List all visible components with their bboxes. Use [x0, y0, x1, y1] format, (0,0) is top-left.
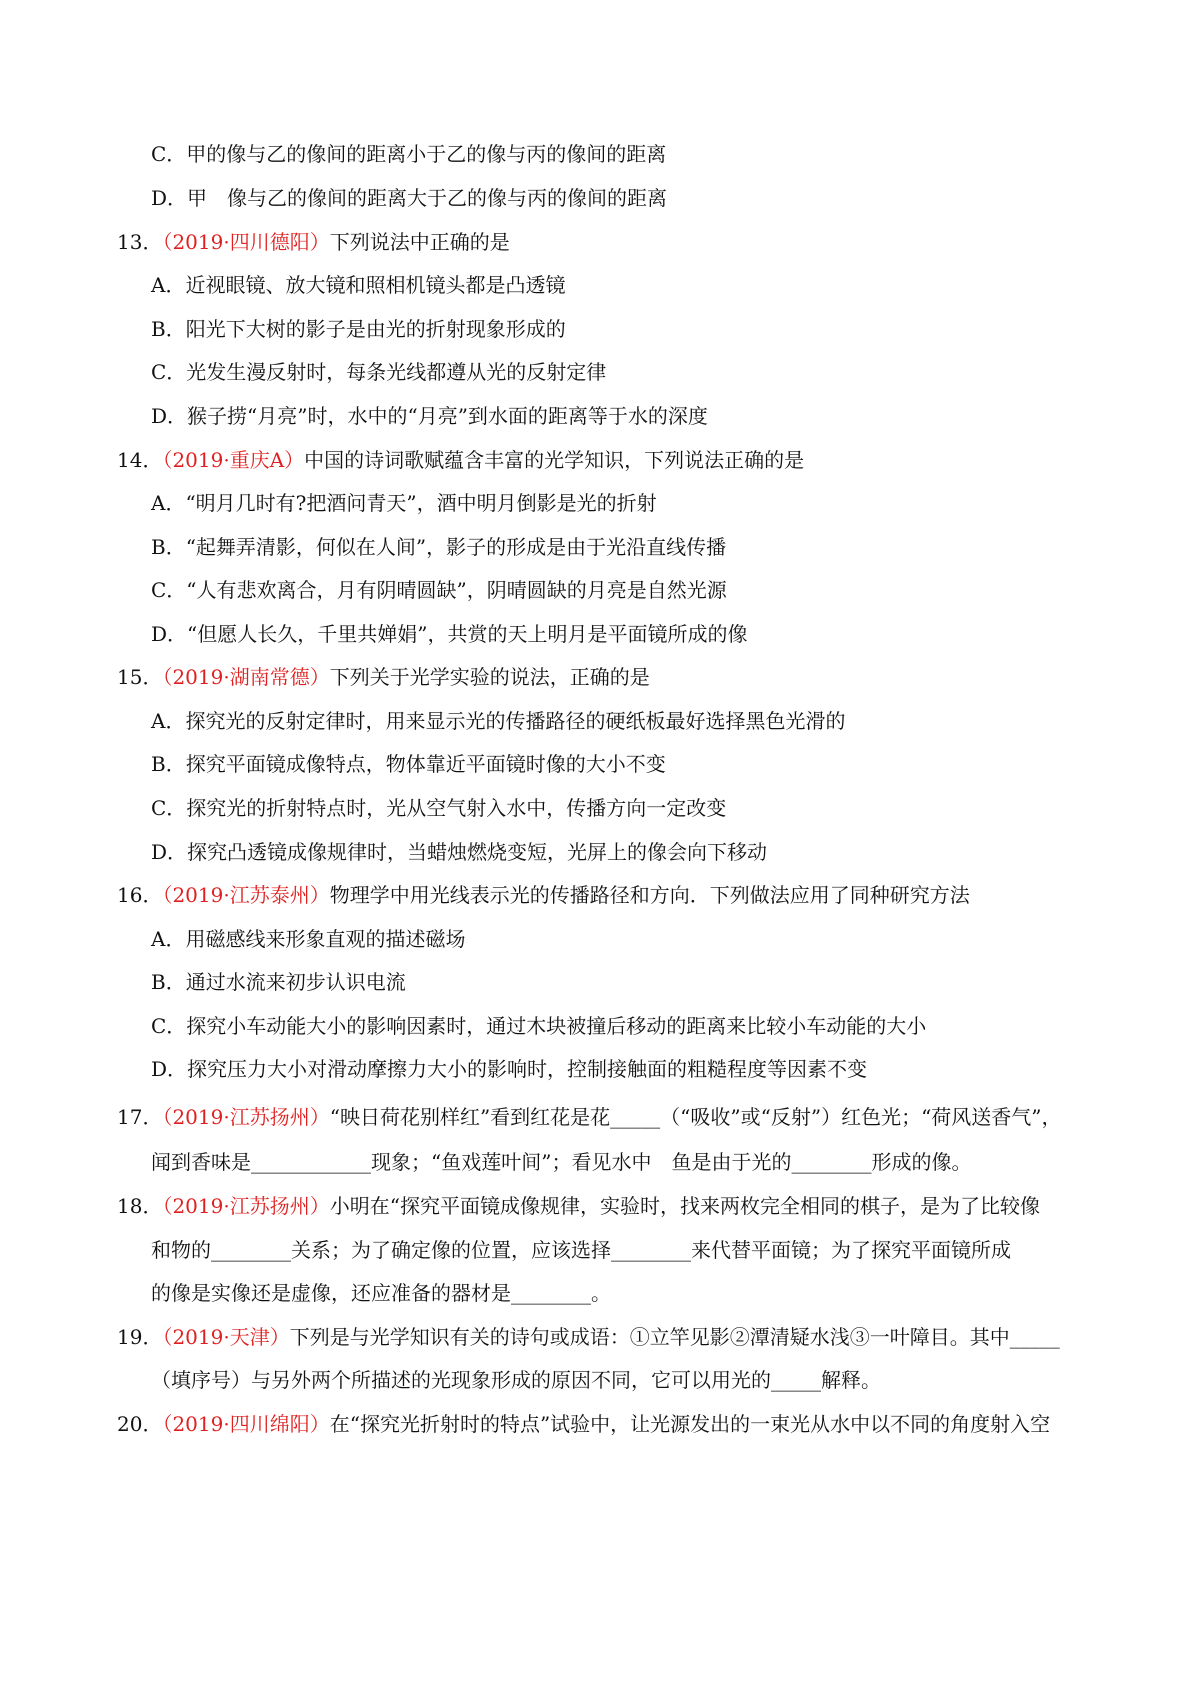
- question-text: 小明在“探究平面镜成像规律，实验时，找来两枚完全相同的棋子，是为了比较像: [329, 1194, 1040, 1218]
- q19-line-2: （填序号）与另外两个所描述的光现象形成的原因不同，它可以用光的_____解释。: [151, 1368, 881, 1392]
- q18-line-3: 的像是实像还是虚像，还应准备的器材是________。: [151, 1281, 611, 1305]
- q14-option-d: D．“但愿人长久，千里共婵娟”，共赏的天上明月是平面镜所成的像: [151, 622, 748, 646]
- question-text: 下列是与光学知识有关的诗句或成语：①立竿见影②潭清疑水浅③一叶障目。其中_____: [289, 1325, 1060, 1349]
- question-source: （2019·天津）: [162, 1325, 290, 1349]
- question-source: （2019·江苏扬州）: [162, 1194, 330, 1218]
- question-13: [117, 228, 510, 256]
- q15-option-b: B．探究平面镜成像特点，物体靠近平面镜时像的大小不变: [151, 752, 666, 776]
- question-15: [117, 663, 650, 691]
- question-number: 17．: [117, 1105, 163, 1129]
- question-text: 在“探究光折射时的特点”试验中，让光源发出的一束光从水中以不同的角度射入空: [329, 1412, 1051, 1436]
- question-source: （2019·四川绵阳）: [162, 1412, 330, 1436]
- q13-option-b: B．阳光下大树的影子是由光的折射现象形成的: [151, 317, 566, 341]
- question-text: “映日荷花别样红”看到红花是花_____（“吸收”或“反射”）红色光；“荷风送香气”，: [329, 1105, 1062, 1129]
- question-19: [117, 1323, 1060, 1351]
- question-source: （2019·江苏泰州）: [162, 883, 330, 907]
- question-number: 20．: [117, 1412, 163, 1436]
- question-text: 下列说法中正确的是: [329, 230, 510, 254]
- q15-option-d: D．探究凸透镜成像规律时，当蜡烛燃烧变短，光屏上的像会向下移动: [151, 840, 768, 864]
- question-17: [117, 1103, 1062, 1131]
- question-20: [117, 1410, 1050, 1438]
- question-source: （2019·重庆A）: [162, 448, 305, 472]
- q15-option-a: A．探究光的反射定律时，用来显示光的传播路径的硬纸板最好选择黑色光滑的: [151, 709, 846, 733]
- option-c-prev: C．甲的像与乙的像间的距离小于乙的像与丙的像间的距离: [151, 142, 667, 166]
- question-number: 14．: [117, 448, 163, 472]
- question-16: [117, 881, 970, 909]
- question-number: 18．: [117, 1194, 163, 1218]
- question-18: [117, 1192, 1040, 1220]
- question-source: （2019·湖南常德）: [162, 665, 330, 689]
- question-text: 下列关于光学实验的说法，正确的是: [329, 665, 650, 689]
- question-number: 19．: [117, 1325, 163, 1349]
- question-source: （2019·江苏扬州）: [162, 1105, 330, 1129]
- question-number: 13．: [117, 230, 163, 254]
- q13-option-d: D．猴子捞“月亮”时，水中的“月亮”到水面的距离等于水的深度: [151, 404, 708, 428]
- question-14: [117, 446, 804, 474]
- question-text: 物理学中用光线表示光的传播路径和方向．下列做法应用了同种研究方法: [329, 883, 970, 907]
- question-number: 16．: [117, 883, 163, 907]
- q16-option-a: A．用磁感线来形象直观的描述磁场: [151, 927, 466, 951]
- q13-option-a: A．近视眼镜、放大镜和照相机镜头都是凸透镜: [151, 273, 566, 297]
- q14-option-b: B．“起舞弄清影，何似在人间”，影子的形成是由于光沿直线传播: [151, 535, 727, 559]
- q16-option-b: B．通过水流来初步认识电流: [151, 970, 406, 994]
- q15-option-c: C．探究光的折射特点时，光从空气射入水中，传播方向一定改变: [151, 796, 727, 820]
- option-d-prev: D．甲 像与乙的像间的距离大于乙的像与丙的像间的距离: [151, 186, 668, 210]
- q14-option-c: C．“人有悲欢离合，月有阴晴圆缺”，阴晴圆缺的月亮是自然光源: [151, 578, 727, 602]
- q13-option-c: C．光发生漫反射时，每条光线都遵从光的反射定律: [151, 360, 607, 384]
- q16-option-c: C．探究小车动能大小的影响因素时，通过木块被撞后移动的距离来比较小车动能的大小: [151, 1014, 927, 1038]
- q14-option-a: A．“明月几时有?把酒问青天”，酒中明月倒影是光的折射: [151, 491, 657, 515]
- question-number: 15．: [117, 665, 163, 689]
- q17-line-2: 闻到香味是____________现象；“鱼戏莲叶间”；看见水中 鱼是由于光的________形成的像。: [151, 1150, 972, 1174]
- q18-line-2: 和物的________关系；为了确定像的位置，应该选择________来代替平面镜；为了探究平面镜所成: [151, 1238, 1011, 1262]
- question-text: 中国的诗词歌赋蕴含丰富的光学知识，下列说法正确的是: [304, 448, 805, 472]
- q16-option-d: D．探究压力大小对滑动摩擦力大小的影响时，控制接触面的粗糙程度等因素不变: [151, 1057, 868, 1081]
- question-source: （2019·四川德阳）: [162, 230, 330, 254]
